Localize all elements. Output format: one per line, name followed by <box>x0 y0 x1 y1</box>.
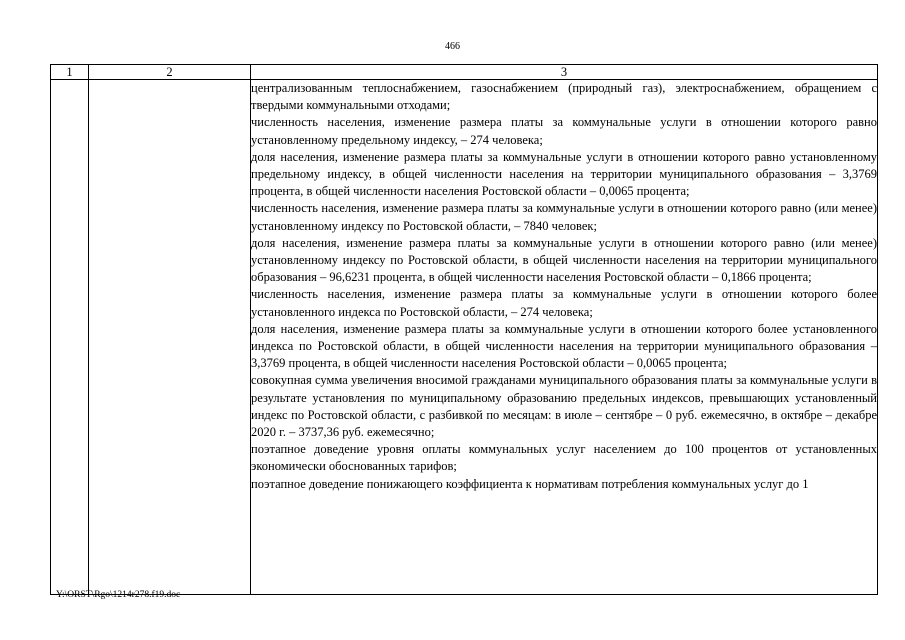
paragraph: совокупная сумма увеличения вносимой гражданами муниципального образования платы за коммунальные услуги в результате установления по муниципальному образованию предельных индексов, превышающих установленный индекс по Ростовской области, с разбивкой по месяцам: в июле – сентябре – 0 руб. ежемесячно, в октябре – декабре 2020 г. – 3737,36 руб. ежемесячно; <box>251 373 877 440</box>
table-header-row <box>51 65 878 80</box>
paragraph: поэтапное доведение понижающего коэффициента к нормативам потребления коммунальных услуг до 1 <box>251 476 809 491</box>
paragraph: численность населения, изменение размера платы за коммунальные услуги в отношении которого равно (или менее) установленному индексу по Ростовской области, – 7840 человек; <box>251 201 877 233</box>
paragraph: численность населения, изменение размера платы за коммунальные услуги в отношении которого более установленного индекса по Ростовской области, – 274 человека; <box>251 287 877 319</box>
footer-file-path: Y:\ORST\Rgo\1214r278.f19.doc <box>56 590 181 600</box>
paragraph: доля населения, изменение размера платы за коммунальные услуги в отношении которого равно установленному предельному индексу, в общей численности населения на территории муниципального образования – 3,3769 процента, в общей численности населения Ростовской области – 0,0065 процента; <box>251 149 877 199</box>
table-row <box>51 80 878 595</box>
paragraph: централизованным теплоснабжением, газоснабжением (природный газ), электроснабжением, обращением с твердыми коммунальными отходами; <box>251 81 877 113</box>
table-cell-col1 <box>51 80 89 595</box>
paragraph: численность населения, изменение размера платы за коммунальные услуги в отношении которого равно установленному предельному индексу, – 274 человека; <box>251 115 877 147</box>
column-header-2: 2 <box>89 65 251 80</box>
table-cell-col2 <box>89 80 251 595</box>
paragraph: доля населения, изменение размера платы за коммунальные услуги в отношении которого более установленного индекса по Ростовской области, в общей численности населения на территории муниципального образования – 3,3769 процента, в общей численности населения Ростовской области – 0,0065 процента; <box>251 321 877 371</box>
table-cell-col3 <box>251 80 878 595</box>
paragraph: доля населения, изменение размера платы за коммунальные услуги в отношении которого равно (или менее) установленному индексу по Ростовской области, в общей численности населения на территории муниципального образования – 96,6231 процента, в общей численности населения Ростовской области – 0,1866 процента; <box>251 235 877 285</box>
paragraph: поэтапное доведение уровня оплаты коммунальных услуг населением до 100 процентов от установленных экономически обоснованных тарифов; <box>251 442 877 474</box>
column-header-3: 3 <box>251 65 878 80</box>
document-table <box>50 64 878 595</box>
column-header-1: 1 <box>51 65 89 80</box>
page-number: 466 <box>445 41 460 52</box>
